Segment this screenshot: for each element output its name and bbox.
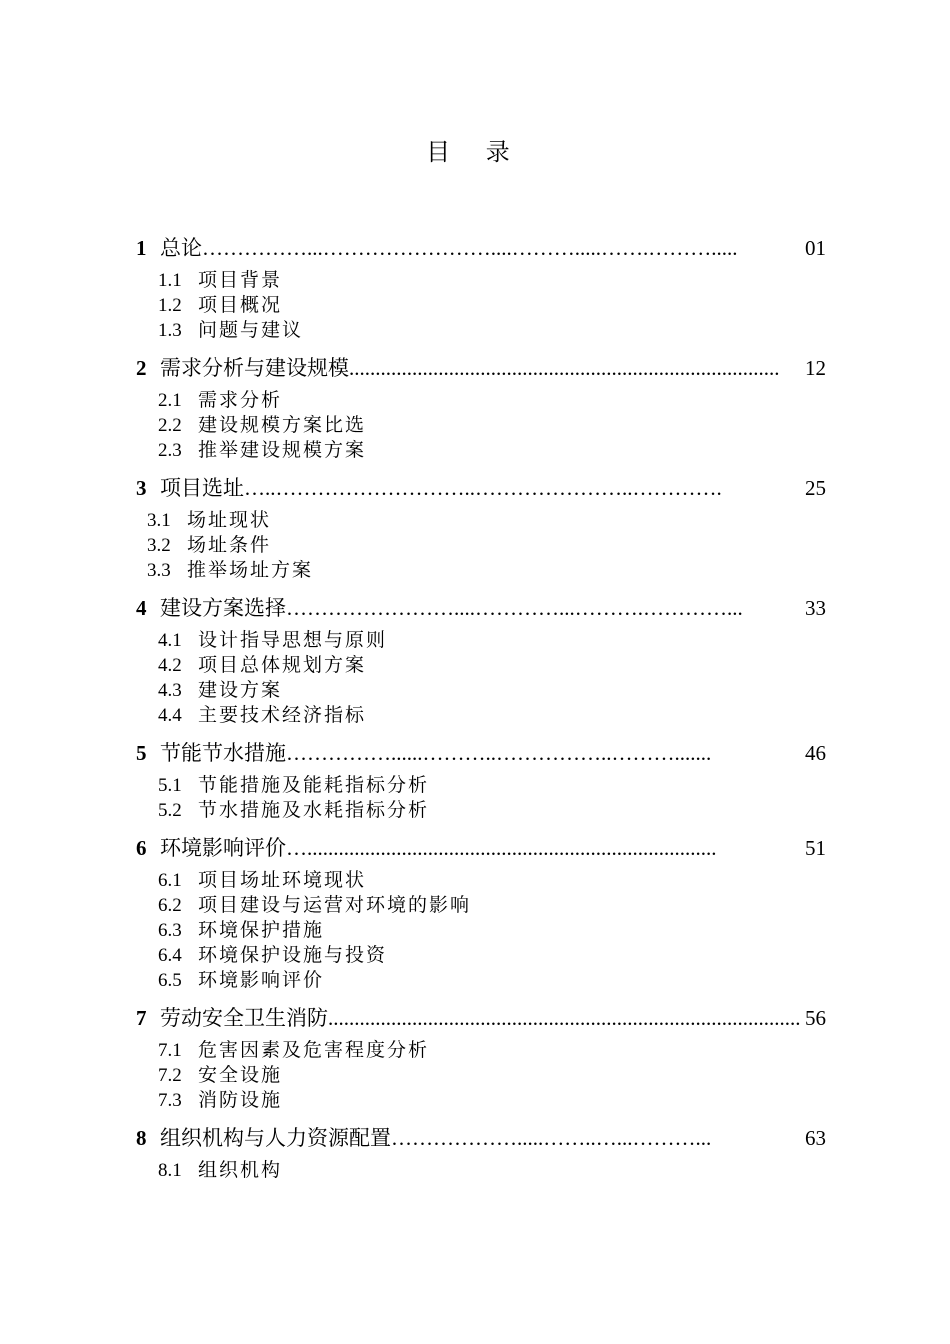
section-title: 主要技术经济指标 — [198, 704, 367, 726]
section-number: 8.1 — [158, 1160, 182, 1181]
section-title: 项目概况 — [198, 294, 283, 316]
section-title: 场址条件 — [187, 534, 272, 556]
section-title: 消防设施 — [198, 1089, 283, 1111]
section-number: 5.2 — [158, 800, 182, 821]
chapter-heading[interactable] — [136, 832, 826, 862]
toc-section[interactable] — [158, 968, 826, 993]
page-number: 56 — [805, 1006, 826, 1030]
toc-section[interactable] — [158, 268, 826, 293]
toc-section[interactable] — [147, 533, 826, 558]
section-title: 环境保护设施与投资 — [198, 944, 388, 966]
section-number: 4.2 — [158, 655, 182, 676]
toc-chapter-7[interactable] — [136, 1002, 826, 1113]
toc-chapter-3[interactable] — [136, 472, 826, 583]
chapter-number: 1 — [136, 236, 147, 260]
table-of-contents — [136, 232, 826, 1192]
toc-section[interactable] — [158, 918, 826, 943]
section-title: 组织机构 — [198, 1159, 283, 1181]
section-list — [136, 508, 826, 583]
chapter-number: 8 — [136, 1126, 147, 1150]
section-number: 4.4 — [158, 705, 182, 726]
toc-chapter-4[interactable] — [136, 592, 826, 728]
section-title: 需求分析 — [198, 389, 283, 411]
section-title: 节能措施及能耗指标分析 — [198, 774, 430, 796]
chapter-number: 6 — [136, 836, 147, 860]
toc-section[interactable] — [158, 1038, 826, 1063]
section-title: 环境保护措施 — [198, 919, 325, 941]
page-number: 25 — [805, 476, 826, 500]
section-number: 1.3 — [158, 320, 182, 341]
chapter-title: 环境影响评价 — [160, 836, 286, 860]
chapter-heading[interactable] — [136, 232, 826, 262]
section-number: 5.1 — [158, 775, 182, 796]
toc-section[interactable] — [158, 943, 826, 968]
toc-section[interactable] — [158, 413, 826, 438]
dot-leader: .......................................................................................... — [328, 1006, 801, 1030]
chapter-title: 项目选址 — [160, 476, 244, 500]
section-number: 2.2 — [158, 415, 182, 436]
chapter-heading[interactable] — [136, 592, 826, 622]
section-number: 6.4 — [158, 945, 182, 966]
chapter-title: 劳动安全卫生消防 — [160, 1006, 328, 1030]
section-number: 7.2 — [158, 1065, 182, 1086]
chapter-heading[interactable] — [136, 352, 826, 382]
toc-chapter-1[interactable] — [136, 232, 826, 343]
section-number: 4.3 — [158, 680, 182, 701]
page-number: 63 — [805, 1126, 826, 1150]
section-list — [136, 628, 826, 728]
page-number: 51 — [805, 836, 826, 860]
toc-section[interactable] — [147, 508, 826, 533]
section-title: 项目场址环境现状 — [198, 869, 367, 891]
toc-section[interactable] — [158, 438, 826, 463]
section-title: 项目建设与运营对环境的影响 — [198, 894, 472, 916]
dot-leader: .................................................................................. — [349, 356, 780, 380]
dot-leader: …..………………………..…………………..…………. — [244, 476, 722, 500]
chapter-number: 7 — [136, 1006, 147, 1030]
toc-section[interactable] — [158, 703, 826, 728]
section-number: 1.1 — [158, 270, 182, 291]
section-number: 2.1 — [158, 390, 182, 411]
toc-section[interactable] — [158, 773, 826, 798]
section-number: 4.1 — [158, 630, 182, 651]
section-number: 6.3 — [158, 920, 182, 941]
chapter-title: 节能节水措施 — [160, 741, 286, 765]
section-title: 设计指导思想与原则 — [198, 629, 388, 651]
section-number: 6.2 — [158, 895, 182, 916]
dot-leader: ….............................................................................. — [286, 836, 717, 860]
chapter-title: 总论 — [160, 236, 202, 260]
toc-section[interactable] — [158, 868, 826, 893]
toc-section[interactable] — [158, 388, 826, 413]
section-number: 3.3 — [147, 560, 171, 581]
page-number: 01 — [805, 236, 826, 260]
section-title: 问题与建议 — [198, 319, 304, 341]
toc-section[interactable] — [158, 678, 826, 703]
toc-chapter-2[interactable] — [136, 352, 826, 463]
section-title: 项目背景 — [198, 269, 283, 291]
chapter-number: 2 — [136, 356, 147, 380]
toc-section[interactable] — [158, 1088, 826, 1113]
toc-section[interactable] — [158, 1158, 826, 1183]
toc-section[interactable] — [158, 893, 826, 918]
section-number: 3.1 — [147, 510, 171, 531]
section-title: 场址现状 — [187, 509, 272, 531]
toc-section[interactable] — [158, 318, 826, 343]
dot-leader: ……………...……………………....……….....…….………..... — [202, 236, 738, 260]
section-title: 项目总体规划方案 — [198, 654, 367, 676]
toc-section[interactable] — [158, 628, 826, 653]
toc-section[interactable] — [147, 558, 826, 583]
dot-leader: ……………………....…………...……….…………... — [286, 596, 743, 620]
section-list — [136, 1038, 826, 1113]
chapter-title: 组织机构与人力资源配置 — [160, 1126, 391, 1150]
section-number: 6.5 — [158, 970, 182, 991]
chapter-heading[interactable] — [136, 472, 826, 502]
section-title: 推举场址方案 — [187, 559, 314, 581]
page-number: 33 — [805, 596, 826, 620]
chapter-number: 5 — [136, 741, 147, 765]
toc-section[interactable] — [158, 293, 826, 318]
page-title: 目 录 — [426, 138, 524, 166]
section-title: 建设方案 — [198, 679, 283, 701]
section-title: 危害因素及危害程度分析 — [198, 1039, 430, 1061]
section-list — [136, 1158, 826, 1183]
section-number: 1.2 — [158, 295, 182, 316]
chapter-title: 需求分析与建设规模 — [160, 356, 349, 380]
chapter-title: 建设方案选择 — [160, 596, 286, 620]
page-number: 46 — [805, 741, 826, 765]
page-number: 12 — [805, 356, 826, 380]
dot-leader: ……………….....……..…...………... — [391, 1126, 712, 1150]
section-list — [136, 268, 826, 343]
chapter-heading[interactable] — [136, 737, 826, 767]
section-number: 2.3 — [158, 440, 182, 461]
section-title: 安全设施 — [198, 1064, 283, 1086]
chapter-heading[interactable] — [136, 1002, 826, 1032]
toc-chapter-5[interactable] — [136, 737, 826, 823]
toc-section[interactable] — [158, 798, 826, 823]
section-title: 节水措施及水耗指标分析 — [198, 799, 430, 821]
chapter-number: 3 — [136, 476, 147, 500]
section-number: 6.1 — [158, 870, 182, 891]
toc-section[interactable] — [158, 1063, 826, 1088]
section-number: 3.2 — [147, 535, 171, 556]
section-title: 推举建设规模方案 — [198, 439, 367, 461]
section-title: 环境影响评价 — [198, 969, 325, 991]
section-list — [136, 773, 826, 823]
toc-section[interactable] — [158, 653, 826, 678]
section-number: 7.1 — [158, 1040, 182, 1061]
dot-leader: ……………......………..……………..………....... — [286, 741, 712, 765]
section-list — [136, 388, 826, 463]
chapter-number: 4 — [136, 596, 147, 620]
toc-chapter-8[interactable] — [136, 1122, 826, 1183]
section-list — [136, 868, 826, 993]
chapter-heading[interactable] — [136, 1122, 826, 1152]
section-title: 建设规模方案比选 — [198, 414, 367, 436]
section-number: 7.3 — [158, 1090, 182, 1111]
toc-chapter-6[interactable] — [136, 832, 826, 993]
